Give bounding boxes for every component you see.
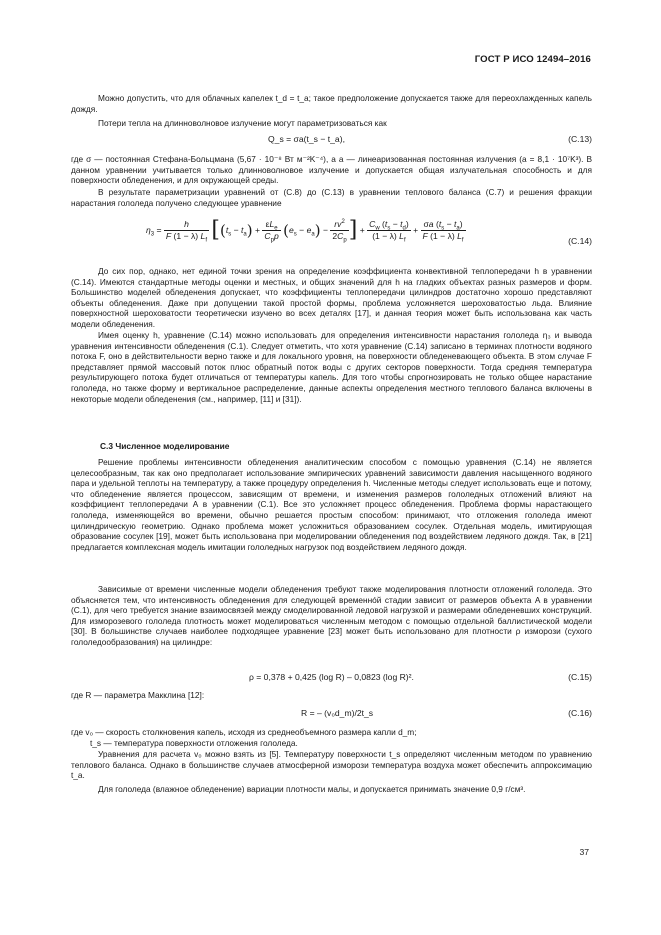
page-number: 37	[579, 847, 589, 857]
equation-c13-body: Q_s = σa(t_s − t_a),	[268, 134, 345, 144]
paragraph-7: Решение проблемы интенсивности обледенения аналитическим способом с помощью уравнения (С.14) не является целесообразным, так как оно предполагает использование эмпирических уравнений зависимости давления насыщенного водяного пара и удельной теплоты на температуру, а также процедуру определения h. Численные методы следует использовать еще и потому, что обледенение является процессом, зависящим от времени, и изменения размеров гололедных отложений влияют на коэффициент теплопередачи A в уравнении (С.1). Все это усложняет процесс обледенения. Проблема формы нарастающего гололеда, изменяющейся во времени, обычно решается простым способом: принимают, что отложения гололеда имеют цилиндрическую геометрию. Однако проблема может усложниться образованием сосулек. Отдельная модель, имитирующая образование сосулек [19], может быть использована при моделировании обледенения под воздействием ледяного дождя. Так, в [21] предлагается комплексная модель имитации гололедных нагрузок под воздействием ледяного дождя.	[71, 457, 592, 552]
paragraph-3: где σ — постоянная Стефана-Больцмана (5,67 · 10⁻⁸ Вт м⁻²K⁻⁴), а a — линеаризованная постоянная излучения (a = 8,1 · 10⁷K³). В данном уравнении учитывается только длинноволновое излучение и допускается общая излучательная способность и для поверхности обледенения, и для окружающей среды.	[71, 154, 592, 186]
equation-c15-body: ρ = 0,378 + 0,425 (log R) – 0,0823 (log R)².	[249, 672, 414, 682]
paragraph-5: До сих пор, однако, нет единой точки зрения на определение коэффициента конвективной теплопередачи h в уравнении (С.14). Имеются стандартные методы оценки и местных, и общих значений для h на гладких объектах разных размеров и форм. Большинство моделей обледенения допускает, что коэффициенты теплопередачи цилиндров достаточно хорошо представляют объекты обледенения. Даже при допущении такой простой формы, проблема усложняется шероховатостью льда. Влияние поверхностной шероховатости теоретически изучено во всех деталях [17], и данная теория может быть использована как часть модели обледенения.	[71, 266, 592, 329]
equation-c15	[71, 671, 592, 683]
paragraph-4: В результате параметризации уравнений от (С.8) до (С.13) в уравнении теплового баланса (С.7) и решения фракции нарастания гололеда получено следующее уравнение	[71, 187, 592, 208]
equation-c16-body: R = – (v₀d_m)/2t_s	[301, 708, 374, 718]
equation-c14-number: (C.14)	[568, 236, 592, 246]
paragraph-11: t_s — температура поверхности отложения гололеда.	[90, 738, 298, 748]
equation-c13	[71, 133, 592, 145]
paragraph-1: Можно допустить, что для облачных капелек t_d = t_a; такое предположение допускается также для переохлажденных капель дождя.	[71, 93, 592, 114]
paragraph-13: Для гололеда (влажное обледенение) вариации плотности малы, и допускается принимать значение 0,9 г/см³.	[98, 784, 526, 794]
equation-c14-formula: $\eta_3$ = $\frac{h}{F (1 - \lambda) L_f}$ [$(t_s - t_a)$ + $\frac{\varepsilon L_e}{C_pp}$ $(e_s - e_a)$ − $\frac{rv^2}{2C_p}$ ] + $\frac{C_w (t_s - t_d)}{(1 - \lambda) L_f}$ + $\frac{\sigma a (t_s - t_a)}{F (1 - \lambda) L_f}$	[146, 217, 464, 244]
equation-c16	[71, 707, 592, 719]
paragraph-12: Уравнения для расчета v₀ можно взять из [5]. Температуру поверхности t_s определяют численным методом по уравнению теплового баланса. Однако в большинстве случаев атмосферной изморози температура воздуха может обеспечить аппроксимацию t_a.	[71, 749, 592, 781]
paragraph-10: где v₀ — скорость столкновения капель, исходя из среднеобъемного размера капли d_m;	[71, 727, 417, 737]
paragraph-9: где R — параметра Макклина [12]:	[71, 690, 205, 700]
paragraph-8: Зависимые от времени численные модели обледенения требуют также моделирования плотности отложений гололеда. Это объясняется тем, что интенсивность обледенения для следующей временнóй стадии зависит от размеров объекта A в уравнении (С.1), для чего требуется знание взаимосвязей между смоделированной ледовой нагрузкой и размерами обледеневших конструкций. Для изморозевого гололеда плотность может моделироваться численным методом с помощью отдельной баллистической модели [30]. В большинстве случаев наиболее подходящее уравнение [23] может быть использовано для плотности ρ изморози (сухого гололедообразования) на цилиндре:	[71, 584, 592, 647]
equation-c16-number: (C.16)	[568, 708, 592, 718]
equation-c13-number: (C.13)	[568, 134, 592, 144]
section-title: С.3 Численное моделирование	[100, 441, 230, 451]
paragraph-2: Потери тепла на длинноволновое излучение могут параметризоваться как	[98, 118, 387, 128]
equation-c15-number: (C.15)	[568, 672, 592, 682]
paragraph-6: Имея оценку h, уравнение (С.14) можно использовать для определения интенсивности нарастания гололеда η₃ и вывода уравнения интенсивности обледенения (С.1). Следует отметить, что хотя уравнение (С.14) записано в терминах плотности водяного потока F, оно в действительности верно также и для локального уровня, на поверхности обледеневающего объекта. В этом случае F представляет прямой массовый поток плюс обратный поток воды с других секторов поверхности. Тогда средняя температура результирующего потока будет отличаться от температуры капель. Для того чтобы спрогнозировать не только общее нарастание гололеда, но также форму и вертикальное распределение, данные аспекты определения местного теплового баланса включены в некоторые модели обледенения (см., например, [11] и [31]).	[71, 330, 592, 404]
document-header: ГОСТ Р ИСО 12494–2016	[474, 54, 591, 65]
equation-c14	[71, 213, 592, 267]
